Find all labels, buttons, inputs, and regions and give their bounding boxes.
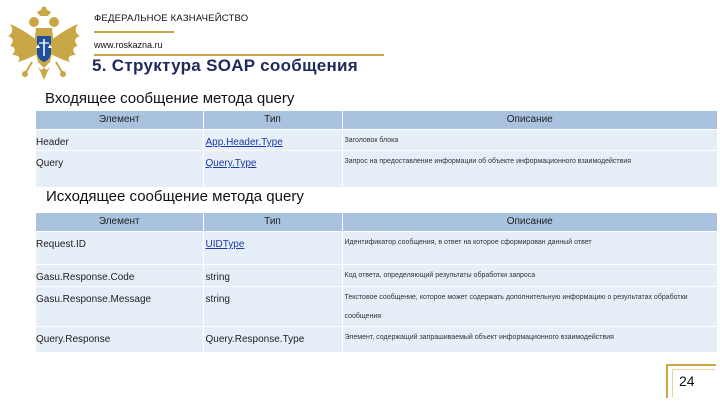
column-header-description: Описание bbox=[342, 111, 717, 130]
table-header-row bbox=[36, 111, 717, 130]
double-headed-eagle-emblem-icon bbox=[4, 6, 84, 88]
element-cell: Query.Response bbox=[36, 327, 203, 352]
description-cell: Запрос на предоставление информации об объекте информационного взаимодействия bbox=[342, 151, 717, 187]
element-cell: Gasu.Response.Message bbox=[36, 287, 203, 327]
page-number: 24 bbox=[679, 373, 695, 389]
column-header-type: Тип bbox=[203, 213, 342, 232]
description-cell: Идентификатор сообщения, в ответ на которое сформирован данный ответ bbox=[342, 232, 717, 265]
element-cell: Header bbox=[36, 130, 203, 151]
table-row bbox=[36, 232, 717, 265]
organization-name: ФЕДЕРАЛЬНОЕ КАЗНАЧЕЙСТВО bbox=[94, 13, 249, 24]
element-cell: Request.ID bbox=[36, 232, 203, 265]
description-cell: Заголовок блока bbox=[342, 130, 717, 151]
column-header-element: Элемент bbox=[36, 213, 203, 232]
header-divider bbox=[94, 31, 174, 33]
type-cell: string bbox=[203, 287, 342, 327]
column-header-type: Тип bbox=[203, 111, 342, 130]
element-cell: Query bbox=[36, 151, 203, 187]
type-link[interactable]: UIDType bbox=[203, 232, 342, 265]
incoming-section-title: Входящее сообщение метода query bbox=[45, 90, 298, 107]
incoming-table bbox=[36, 111, 717, 187]
type-link[interactable]: App.Header.Type bbox=[203, 130, 342, 151]
outgoing-section-title: Исходящее сообщение метода query bbox=[46, 188, 308, 205]
table-row bbox=[36, 287, 717, 327]
type-cell: Query.Response.Type bbox=[203, 327, 342, 352]
description-cell: Текстовое сообщение, которое может содержать дополнительную информацию о результатах обработки сообщения bbox=[342, 287, 717, 327]
table-row bbox=[36, 130, 717, 151]
type-link[interactable]: Query.Type bbox=[203, 151, 342, 187]
slide-title: 5. Структура SOAP сообщения bbox=[92, 56, 359, 75]
table-row bbox=[36, 327, 717, 352]
column-header-description: Описание bbox=[342, 213, 717, 232]
outgoing-table bbox=[36, 213, 717, 352]
table-row bbox=[36, 265, 717, 287]
table-row bbox=[36, 151, 717, 187]
description-cell: Элемент, содержащий запрашиваемый объект информационного взаимодействия bbox=[342, 327, 717, 352]
column-header-element: Элемент bbox=[36, 111, 203, 130]
description-cell: Код ответа, определяющий результаты обработки запроса bbox=[342, 265, 717, 287]
type-cell: string bbox=[203, 265, 342, 287]
website-url: www.roskazna.ru bbox=[94, 40, 163, 50]
element-cell: Gasu.Response.Code bbox=[36, 265, 203, 287]
table-header-row bbox=[36, 213, 717, 232]
